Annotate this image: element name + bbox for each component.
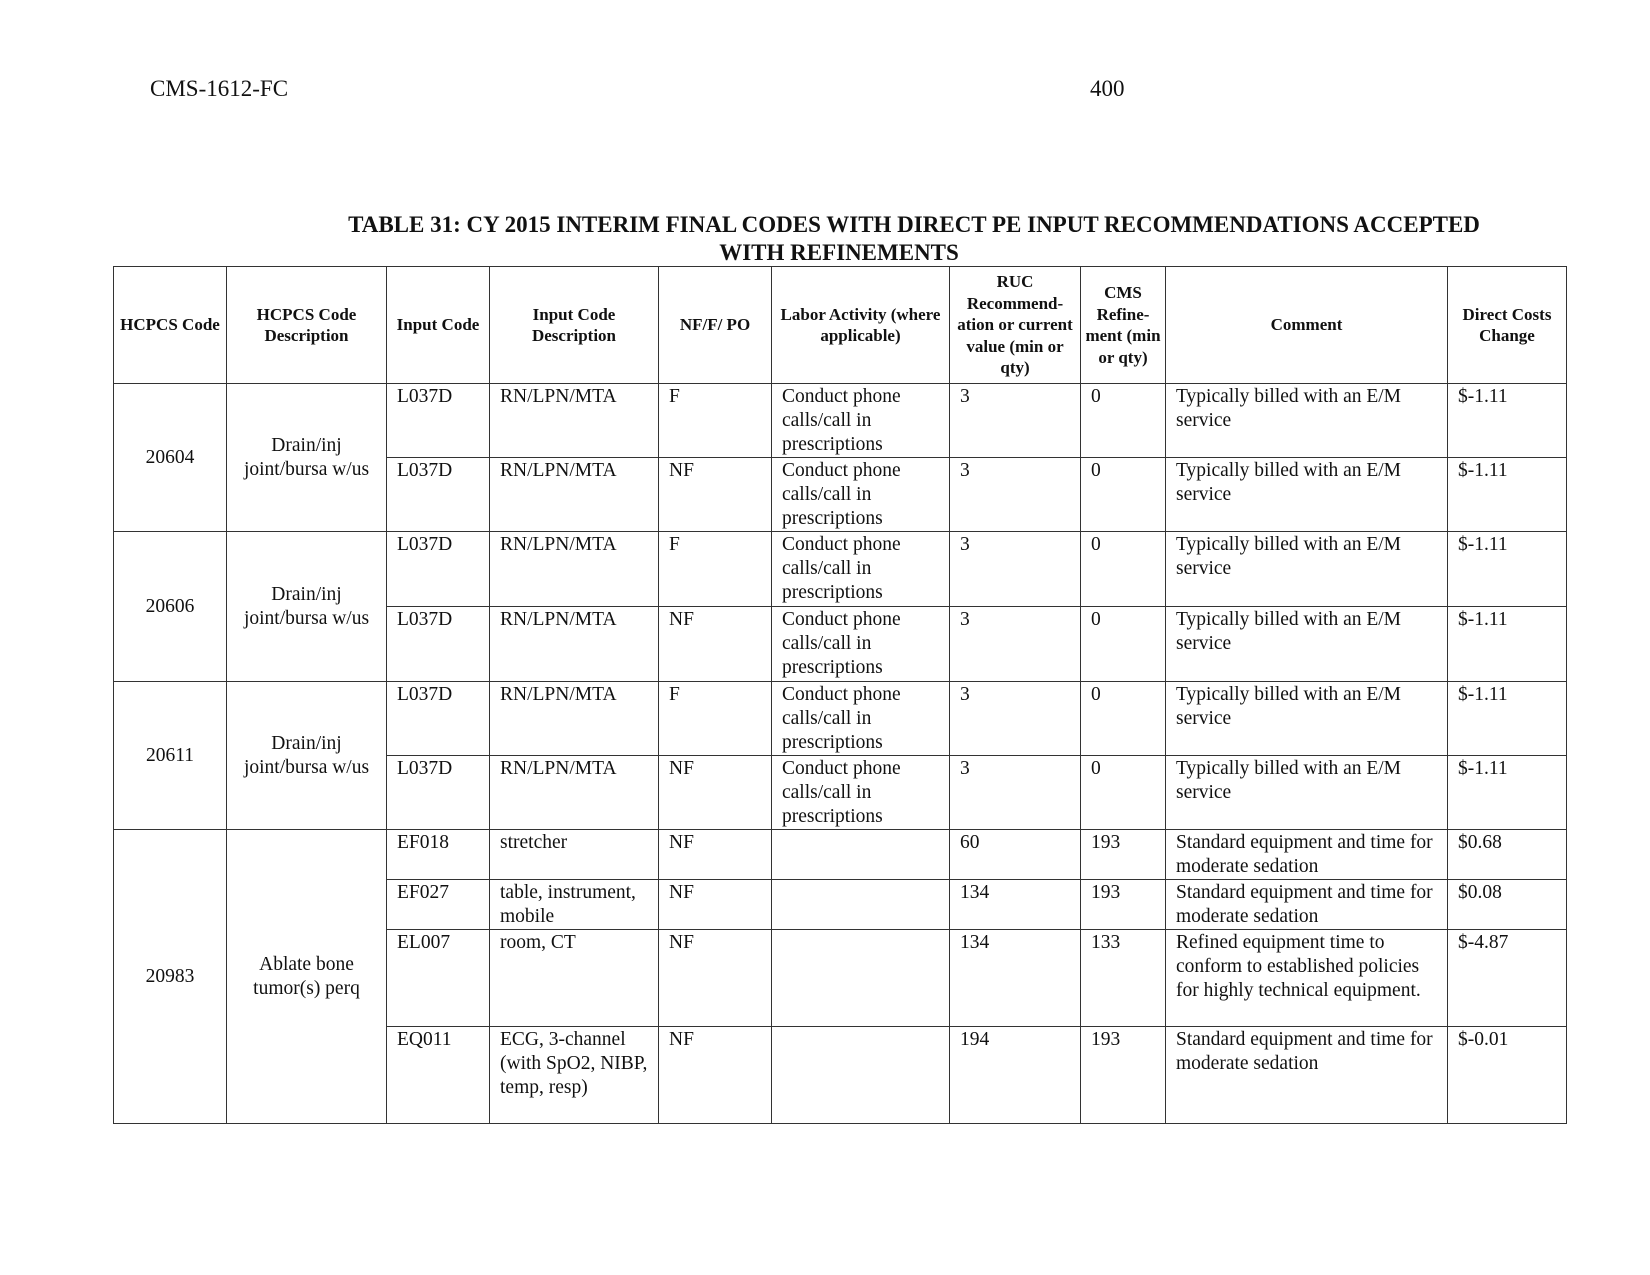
setting-cell: NF (659, 1027, 772, 1124)
cms-refinement-cell: 0 (1081, 682, 1166, 756)
hcpcs-description-cell: Drain/inj joint/bursa w/us (227, 532, 387, 682)
comment-cell: Typically billed with an E/M service (1166, 756, 1448, 830)
ruc-value-cell: 60 (950, 830, 1081, 880)
input-description-cell: ECG, 3-channel (with SpO2, NIBP, temp, resp) (490, 1027, 659, 1124)
setting-cell: NF (659, 756, 772, 830)
input-code-cell: EQ011 (387, 1027, 490, 1124)
setting-cell: NF (659, 458, 772, 532)
table-title-line2: WITH REFINEMENTS (719, 240, 959, 265)
setting-cell: F (659, 384, 772, 458)
comment-cell: Typically billed with an E/M service (1166, 682, 1448, 756)
column-header: Input Code Description (490, 267, 659, 384)
comment-cell: Standard equipment and time for moderate sedation (1166, 1027, 1448, 1124)
hcpcs-description-cell: Ablate bone tumor(s) perq (227, 830, 387, 1124)
column-header: CMS Refine-ment (min or qty) (1081, 267, 1166, 384)
cost-change-cell: $0.08 (1448, 880, 1567, 930)
input-description-cell: stretcher (490, 830, 659, 880)
input-description-cell: RN/LPN/MTA (490, 756, 659, 830)
hcpcs-code-cell: 20606 (114, 532, 227, 682)
cost-change-cell: $0.68 (1448, 830, 1567, 880)
table-row (114, 682, 1567, 756)
labor-activity-cell (772, 1027, 950, 1124)
setting-cell: NF (659, 930, 772, 1027)
column-header: Labor Activity (where applicable) (772, 267, 950, 384)
labor-activity-cell: Conduct phone calls/call in prescriptions (772, 756, 950, 830)
ruc-value-cell: 134 (950, 880, 1081, 930)
input-code-cell: L037D (387, 458, 490, 532)
cms-refinement-cell: 193 (1081, 1027, 1166, 1124)
labor-activity-cell: Conduct phone calls/call in prescriptions (772, 532, 950, 607)
labor-activity-cell: Conduct phone calls/call in prescriptions (772, 607, 950, 682)
ruc-value-cell: 3 (950, 607, 1081, 682)
cms-refinement-cell: 0 (1081, 458, 1166, 532)
labor-activity-cell: Conduct phone calls/call in prescriptions (772, 458, 950, 532)
input-code-cell: L037D (387, 682, 490, 756)
ruc-value-cell: 3 (950, 682, 1081, 756)
cms-refinement-cell: 0 (1081, 607, 1166, 682)
input-code-cell: EL007 (387, 930, 490, 1027)
cost-change-cell: $-1.11 (1448, 756, 1567, 830)
input-description-cell: RN/LPN/MTA (490, 384, 659, 458)
cms-refinement-cell: 133 (1081, 930, 1166, 1027)
hcpcs-code-cell: 20604 (114, 384, 227, 532)
input-description-cell: room, CT (490, 930, 659, 1027)
column-header: HCPCS Code Description (227, 267, 387, 384)
cost-change-cell: $-1.11 (1448, 384, 1567, 458)
column-header: Direct Costs Change (1448, 267, 1567, 384)
table-title-line1: TABLE 31: CY 2015 INTERIM FINAL CODES WITH DIRECT PE INPUT RECOMMENDATIONS ACCEPTED (348, 212, 1480, 237)
input-code-cell: EF027 (387, 880, 490, 930)
ruc-value-cell: 3 (950, 532, 1081, 607)
cms-refinement-cell: 0 (1081, 384, 1166, 458)
labor-activity-cell: Conduct phone calls/call in prescriptions (772, 682, 950, 756)
labor-activity-cell: Conduct phone calls/call in prescriptions (772, 384, 950, 458)
ruc-value-cell: 3 (950, 756, 1081, 830)
setting-cell: NF (659, 880, 772, 930)
setting-cell: NF (659, 830, 772, 880)
column-header: Comment (1166, 267, 1448, 384)
pe-input-table (113, 266, 1567, 1124)
cost-change-cell: $-0.01 (1448, 1027, 1567, 1124)
column-header: RUC Recommend-ation or current value (min or qty) (950, 267, 1081, 384)
cost-change-cell: $-1.11 (1448, 682, 1567, 756)
comment-cell: Typically billed with an E/M service (1166, 458, 1448, 532)
page-header (150, 76, 1130, 106)
input-code-cell: L037D (387, 384, 490, 458)
table-row (114, 830, 1567, 880)
hcpcs-description-cell: Drain/inj joint/bursa w/us (227, 682, 387, 830)
comment-cell: Typically billed with an E/M service (1166, 532, 1448, 607)
cost-change-cell: $-4.87 (1448, 930, 1567, 1027)
table-row (114, 532, 1567, 607)
page-number: 400 (1090, 76, 1125, 101)
comment-cell: Standard equipment and time for moderate sedation (1166, 880, 1448, 930)
setting-cell: F (659, 682, 772, 756)
cms-refinement-cell: 193 (1081, 880, 1166, 930)
labor-activity-cell (772, 830, 950, 880)
input-code-cell: L037D (387, 756, 490, 830)
hcpcs-code-cell: 20983 (114, 830, 227, 1124)
column-header: Input Code (387, 267, 490, 384)
ruc-value-cell: 194 (950, 1027, 1081, 1124)
cost-change-cell: $-1.11 (1448, 458, 1567, 532)
setting-cell: NF (659, 607, 772, 682)
input-description-cell: RN/LPN/MTA (490, 607, 659, 682)
comment-cell: Refined equipment time to conform to established policies for highly technical equipment. (1166, 930, 1448, 1027)
ruc-value-cell: 3 (950, 384, 1081, 458)
comment-cell: Typically billed with an E/M service (1166, 607, 1448, 682)
cms-refinement-cell: 0 (1081, 532, 1166, 607)
document-id: CMS-1612-FC (150, 76, 289, 101)
cost-change-cell: $-1.11 (1448, 607, 1567, 682)
input-code-cell: L037D (387, 607, 490, 682)
hcpcs-code-cell: 20611 (114, 682, 227, 830)
input-description-cell: table, instrument, mobile (490, 880, 659, 930)
ruc-value-cell: 134 (950, 930, 1081, 1027)
table-header-row (114, 267, 1567, 384)
table-title (113, 211, 1565, 267)
input-description-cell: RN/LPN/MTA (490, 458, 659, 532)
table-row (114, 384, 1567, 458)
input-code-cell: EF018 (387, 830, 490, 880)
setting-cell: F (659, 532, 772, 607)
input-description-cell: RN/LPN/MTA (490, 532, 659, 607)
column-header: NF/F/ PO (659, 267, 772, 384)
input-code-cell: L037D (387, 532, 490, 607)
column-header: HCPCS Code (114, 267, 227, 384)
input-description-cell: RN/LPN/MTA (490, 682, 659, 756)
comment-cell: Standard equipment and time for moderate sedation (1166, 830, 1448, 880)
cost-change-cell: $-1.11 (1448, 532, 1567, 607)
labor-activity-cell (772, 880, 950, 930)
cms-refinement-cell: 193 (1081, 830, 1166, 880)
cms-refinement-cell: 0 (1081, 756, 1166, 830)
comment-cell: Typically billed with an E/M service (1166, 384, 1448, 458)
ruc-value-cell: 3 (950, 458, 1081, 532)
labor-activity-cell (772, 930, 950, 1027)
hcpcs-description-cell: Drain/inj joint/bursa w/us (227, 384, 387, 532)
